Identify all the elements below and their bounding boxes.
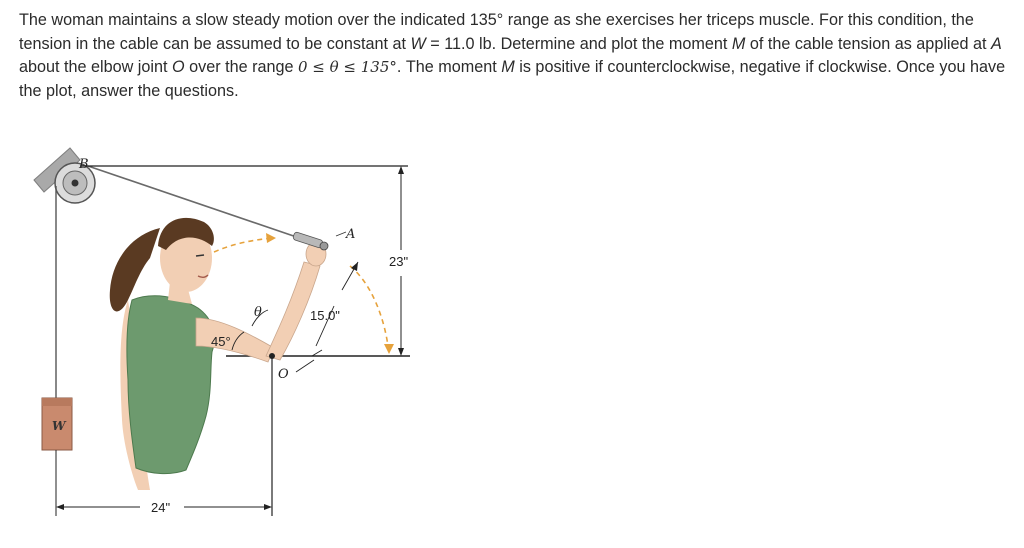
label-24-inch: 24" xyxy=(151,500,171,515)
label-b: B xyxy=(79,157,89,172)
pulley-b xyxy=(55,163,95,203)
problem-text-1: The woman maintains a slow steady motion over the indicated 135° range as she exercises her triceps muscle. For this condition, the tension in the cable can be assumed to be constant at xyxy=(19,11,974,53)
moment-symbol-2: M xyxy=(501,58,515,76)
problem-text-2: = 11.0 lb. Determine and plot the moment xyxy=(425,34,732,53)
label-a-leader xyxy=(336,232,346,236)
label-15-inch: 15.0" xyxy=(310,308,340,323)
label-23-inch: 23" xyxy=(389,254,409,269)
swing-arrow-top xyxy=(214,238,272,252)
label-o: O xyxy=(278,367,289,382)
problem-text-7: is positive if counterclockwise, negative if clockwise. Once you have the plot, answer the questions. xyxy=(19,58,1006,100)
problem-text-5: over the range xyxy=(184,58,298,76)
label-a: A xyxy=(346,227,356,242)
angle-range: 0 ≤ θ ≤ 135° xyxy=(297,58,397,76)
weight-symbol: W xyxy=(410,34,426,53)
problem-text-4: about the elbow joint xyxy=(19,58,172,76)
label-w: W xyxy=(52,419,66,433)
swing-arrowhead-right xyxy=(384,344,394,354)
swing-arrowhead-top xyxy=(266,233,276,243)
problem-text-6: . The moment xyxy=(396,58,502,76)
point-a-symbol: A xyxy=(991,34,1002,53)
label-45-degree: 45° xyxy=(211,334,231,349)
o-reference-tick xyxy=(296,360,314,372)
moment-symbol: M xyxy=(731,34,746,53)
woman-figure xyxy=(110,218,326,490)
point-o-symbol: O xyxy=(172,58,185,76)
swing-arrow-right xyxy=(350,266,388,346)
label-theta: θ xyxy=(254,305,262,320)
problem-text-3: of the cable tension as applied at xyxy=(745,34,992,53)
